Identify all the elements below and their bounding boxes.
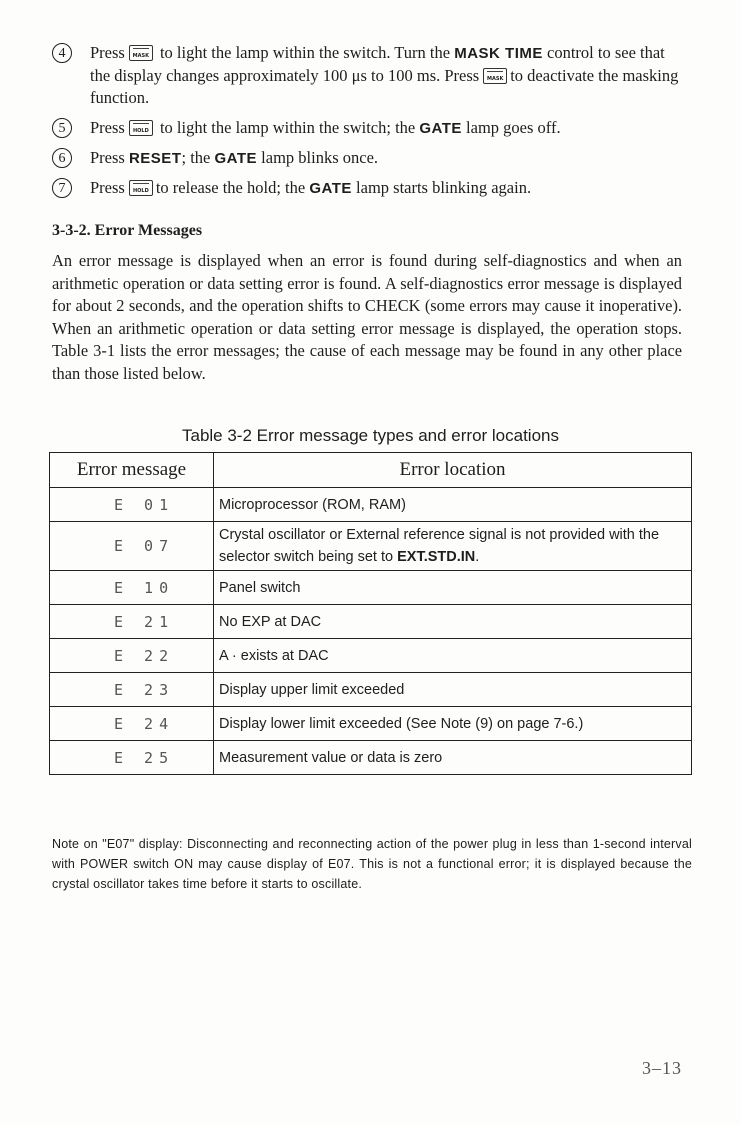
table-row [50, 488, 692, 522]
error-location: A · exists at DAC [214, 639, 692, 673]
gate-label: GATE [309, 180, 352, 197]
gate-label: GATE [214, 150, 258, 167]
error-location: Measurement value or data is zero [214, 741, 692, 775]
step-text: to release the hold; the [155, 178, 306, 197]
table-row [50, 571, 692, 605]
error-location [214, 522, 692, 571]
error-location: Microprocessor (ROM, RAM) [214, 488, 692, 522]
step-text: Press [90, 118, 125, 137]
step-text: to light the lamp within the switch. Turn the [159, 43, 451, 62]
step-text: Press [90, 43, 125, 62]
note [52, 834, 692, 894]
error-location: Panel switch [214, 571, 692, 605]
step-text: lamp starts blinking again. [356, 178, 532, 197]
error-code: E 24 [50, 707, 214, 741]
error-location-tail: . [475, 549, 480, 565]
header-error-location: Error location [214, 453, 692, 488]
section-paragraph: An error message is displayed when an error is found during self-diagnostics and when an arithmetic operation or data setting error is found. A self-diagnostics error message is displayed for about 2 seconds, and the operation shifts to CHECK (some errors may cause it inoperative). When an arithmetic operation or data setting error message is displayed, the operation stops. Table 3-1 lists the error messages; the cause of each message may be found in any other place than those listed below. [52, 251, 682, 383]
error-code: E 23 [50, 673, 214, 707]
note-lead: Note on "E07" display: [52, 837, 183, 851]
step-5 [52, 117, 682, 140]
error-code: E 21 [50, 605, 214, 639]
step-number: 5 [52, 118, 72, 138]
section-heading: 3-3-2. Error Messages [52, 222, 203, 239]
table-row [50, 522, 692, 571]
step-text: to light the lamp within the switch; the [159, 118, 416, 137]
error-code: E 10 [50, 571, 214, 605]
step-text: lamp goes off. [466, 118, 561, 137]
step-text: Press [90, 148, 125, 167]
gate-label: GATE [419, 120, 462, 137]
error-table [49, 452, 692, 775]
error-location-text: Crystal oscillator or External reference signal is not provided with the selector switch being set to [219, 527, 660, 565]
error-code: E 01 [50, 488, 214, 522]
error-code: E 25 [50, 741, 214, 775]
table-caption: Table 3-2 Error message types and error locations [181, 426, 559, 445]
step-7 [52, 177, 682, 200]
table-row [50, 741, 692, 775]
mask-time-label: MASK TIME [454, 45, 543, 62]
step-text: control to see that the display changes approximately 100 μs to 100 ms. Press [90, 43, 665, 85]
hold-key-icon: HOLD [129, 120, 153, 136]
table-row [50, 673, 692, 707]
step-6 [52, 147, 682, 170]
step-number: 7 [52, 178, 72, 198]
step-number: 4 [52, 43, 72, 63]
step-text: ; the [181, 148, 211, 167]
mask-key-icon: MASK [129, 45, 153, 61]
table-row [50, 707, 692, 741]
reset-label: RESET [128, 150, 182, 167]
table-row [50, 605, 692, 639]
table-row [50, 639, 692, 673]
note-text: Disconnecting and reconnecting action of the power plug in less than 1-second interval with POWER switch ON may cause display of E07. This is not a functional error; it is displayed because the crystal oscillator takes time before it starts to oscillate. [52, 837, 693, 891]
ext-std-in-label: EXT.STD.IN [397, 549, 476, 565]
error-location: Display lower limit exceeded (See Note (9) on page 7-6.) [214, 707, 692, 741]
step-number: 6 [52, 148, 72, 168]
step-4 [52, 42, 682, 109]
error-code: E 07 [50, 522, 214, 571]
hold-key-icon: HOLD [129, 180, 153, 196]
page-number: 3–13 [642, 1058, 682, 1078]
error-code: E 22 [50, 639, 214, 673]
header-error-message: Error message [50, 453, 214, 488]
error-location: Display upper limit exceeded [214, 673, 692, 707]
mask-key-icon: MASK [483, 68, 507, 84]
step-text: Press [90, 178, 125, 197]
error-location: No EXP at DAC [214, 605, 692, 639]
table-header-row [50, 453, 692, 488]
step-text: lamp blinks once. [261, 148, 379, 167]
step-text: to deactivate the masking function. [90, 66, 679, 107]
